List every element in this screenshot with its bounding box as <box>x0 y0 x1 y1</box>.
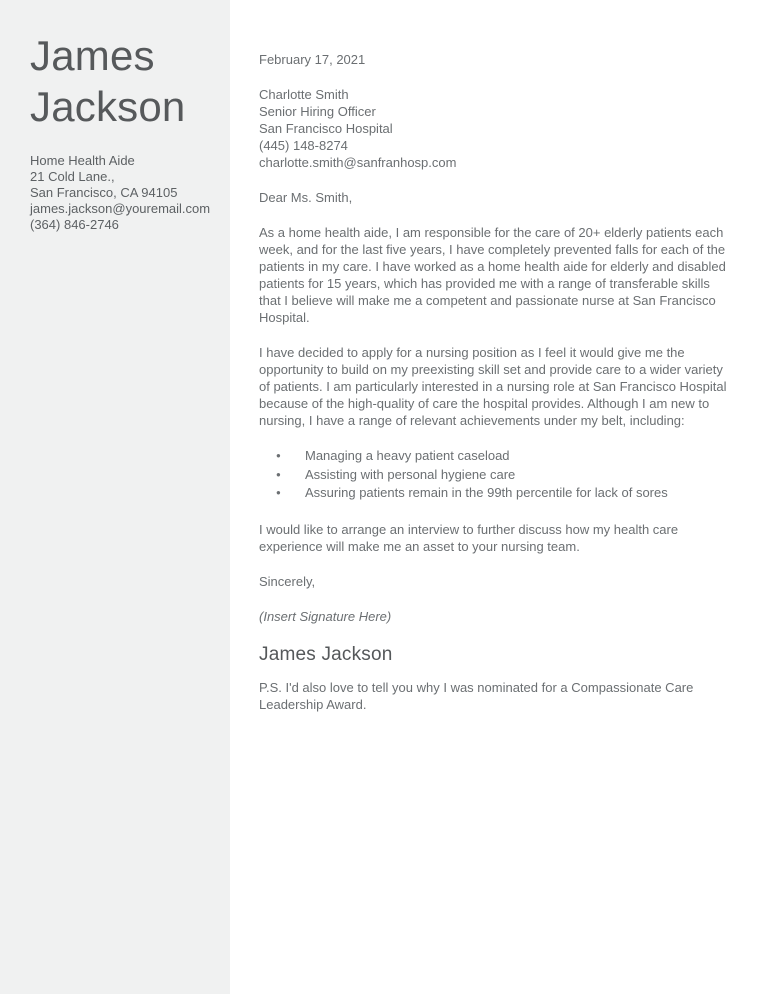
sidebar <box>0 0 230 994</box>
recipient-line: charlotte.smith@sanfranhosp.com <box>259 155 457 170</box>
postscript: P.S. I'd also love to tell you why I was nominated for a Compassionate Care Leadership Award. <box>259 679 694 712</box>
contact-info-line: 21 Cold Lane., <box>30 169 115 184</box>
contact-info-line: james.jackson@youremail.com <box>30 201 211 216</box>
body-paragraph-3: I would like to arrange an interview to further discuss how my health care experience will make me an asset to your nursing team. <box>259 521 679 554</box>
achievement-item: ● Assisting with personal hygiene care <box>259 466 732 485</box>
recipient-line: (445) 148-8274 <box>259 138 348 153</box>
body-paragraph-1: As a home health aide, I am responsible for the care of 20+ elderly patients each week, and for the last five years, I have completely prevented falls for each of the patients in my care. I have worked as a home health aide for elderly and disabled patients for 15 years, which has provided me with a range of transferable skills that I believe will make me a competent and passionate nurse at San Francisco Hospital. <box>259 225 726 325</box>
letter-body <box>259 0 732 731</box>
applicant-name-line: James <box>30 32 155 79</box>
recipient-line: San Francisco Hospital <box>259 121 393 136</box>
recipient-line: Charlotte Smith <box>259 87 349 102</box>
sign-off: Sincerely, <box>259 573 316 589</box>
letter-date: February 17, 2021 <box>259 52 366 67</box>
achievements-list <box>259 447 732 503</box>
contact-info-line: Home Health Aide <box>30 153 135 168</box>
recipient-line: Senior Hiring Officer <box>259 104 376 119</box>
contact-info-line: San Francisco, CA 94105 <box>30 185 178 200</box>
signature-name: James Jackson <box>259 643 393 665</box>
contact-info <box>30 153 212 233</box>
achievement-item: ● Assuring patients remain in the 99th percentile for lack of sores <box>259 484 732 503</box>
contact-info-line: (364) 846-2746 <box>30 217 119 232</box>
signature-placeholder: (Insert Signature Here) <box>259 608 392 624</box>
recipient-block <box>259 86 732 171</box>
salutation: Dear Ms. Smith, <box>259 190 353 205</box>
body-paragraph-2: I have decided to apply for a nursing position as I feel it would give me the opportunity to build on my preexisting skill set and provide care to a wider variety of patients. I am particularly interested in a nursing role at San Francisco Hospital because of the high-quality of care the hospital provides. Although I am new to nursing, I have a range of relevant achievements under my belt, including: <box>259 345 727 428</box>
applicant-name <box>30 30 212 132</box>
applicant-name-line: Jackson <box>30 83 186 130</box>
achievement-item: ● Managing a heavy patient caseload <box>259 447 732 466</box>
